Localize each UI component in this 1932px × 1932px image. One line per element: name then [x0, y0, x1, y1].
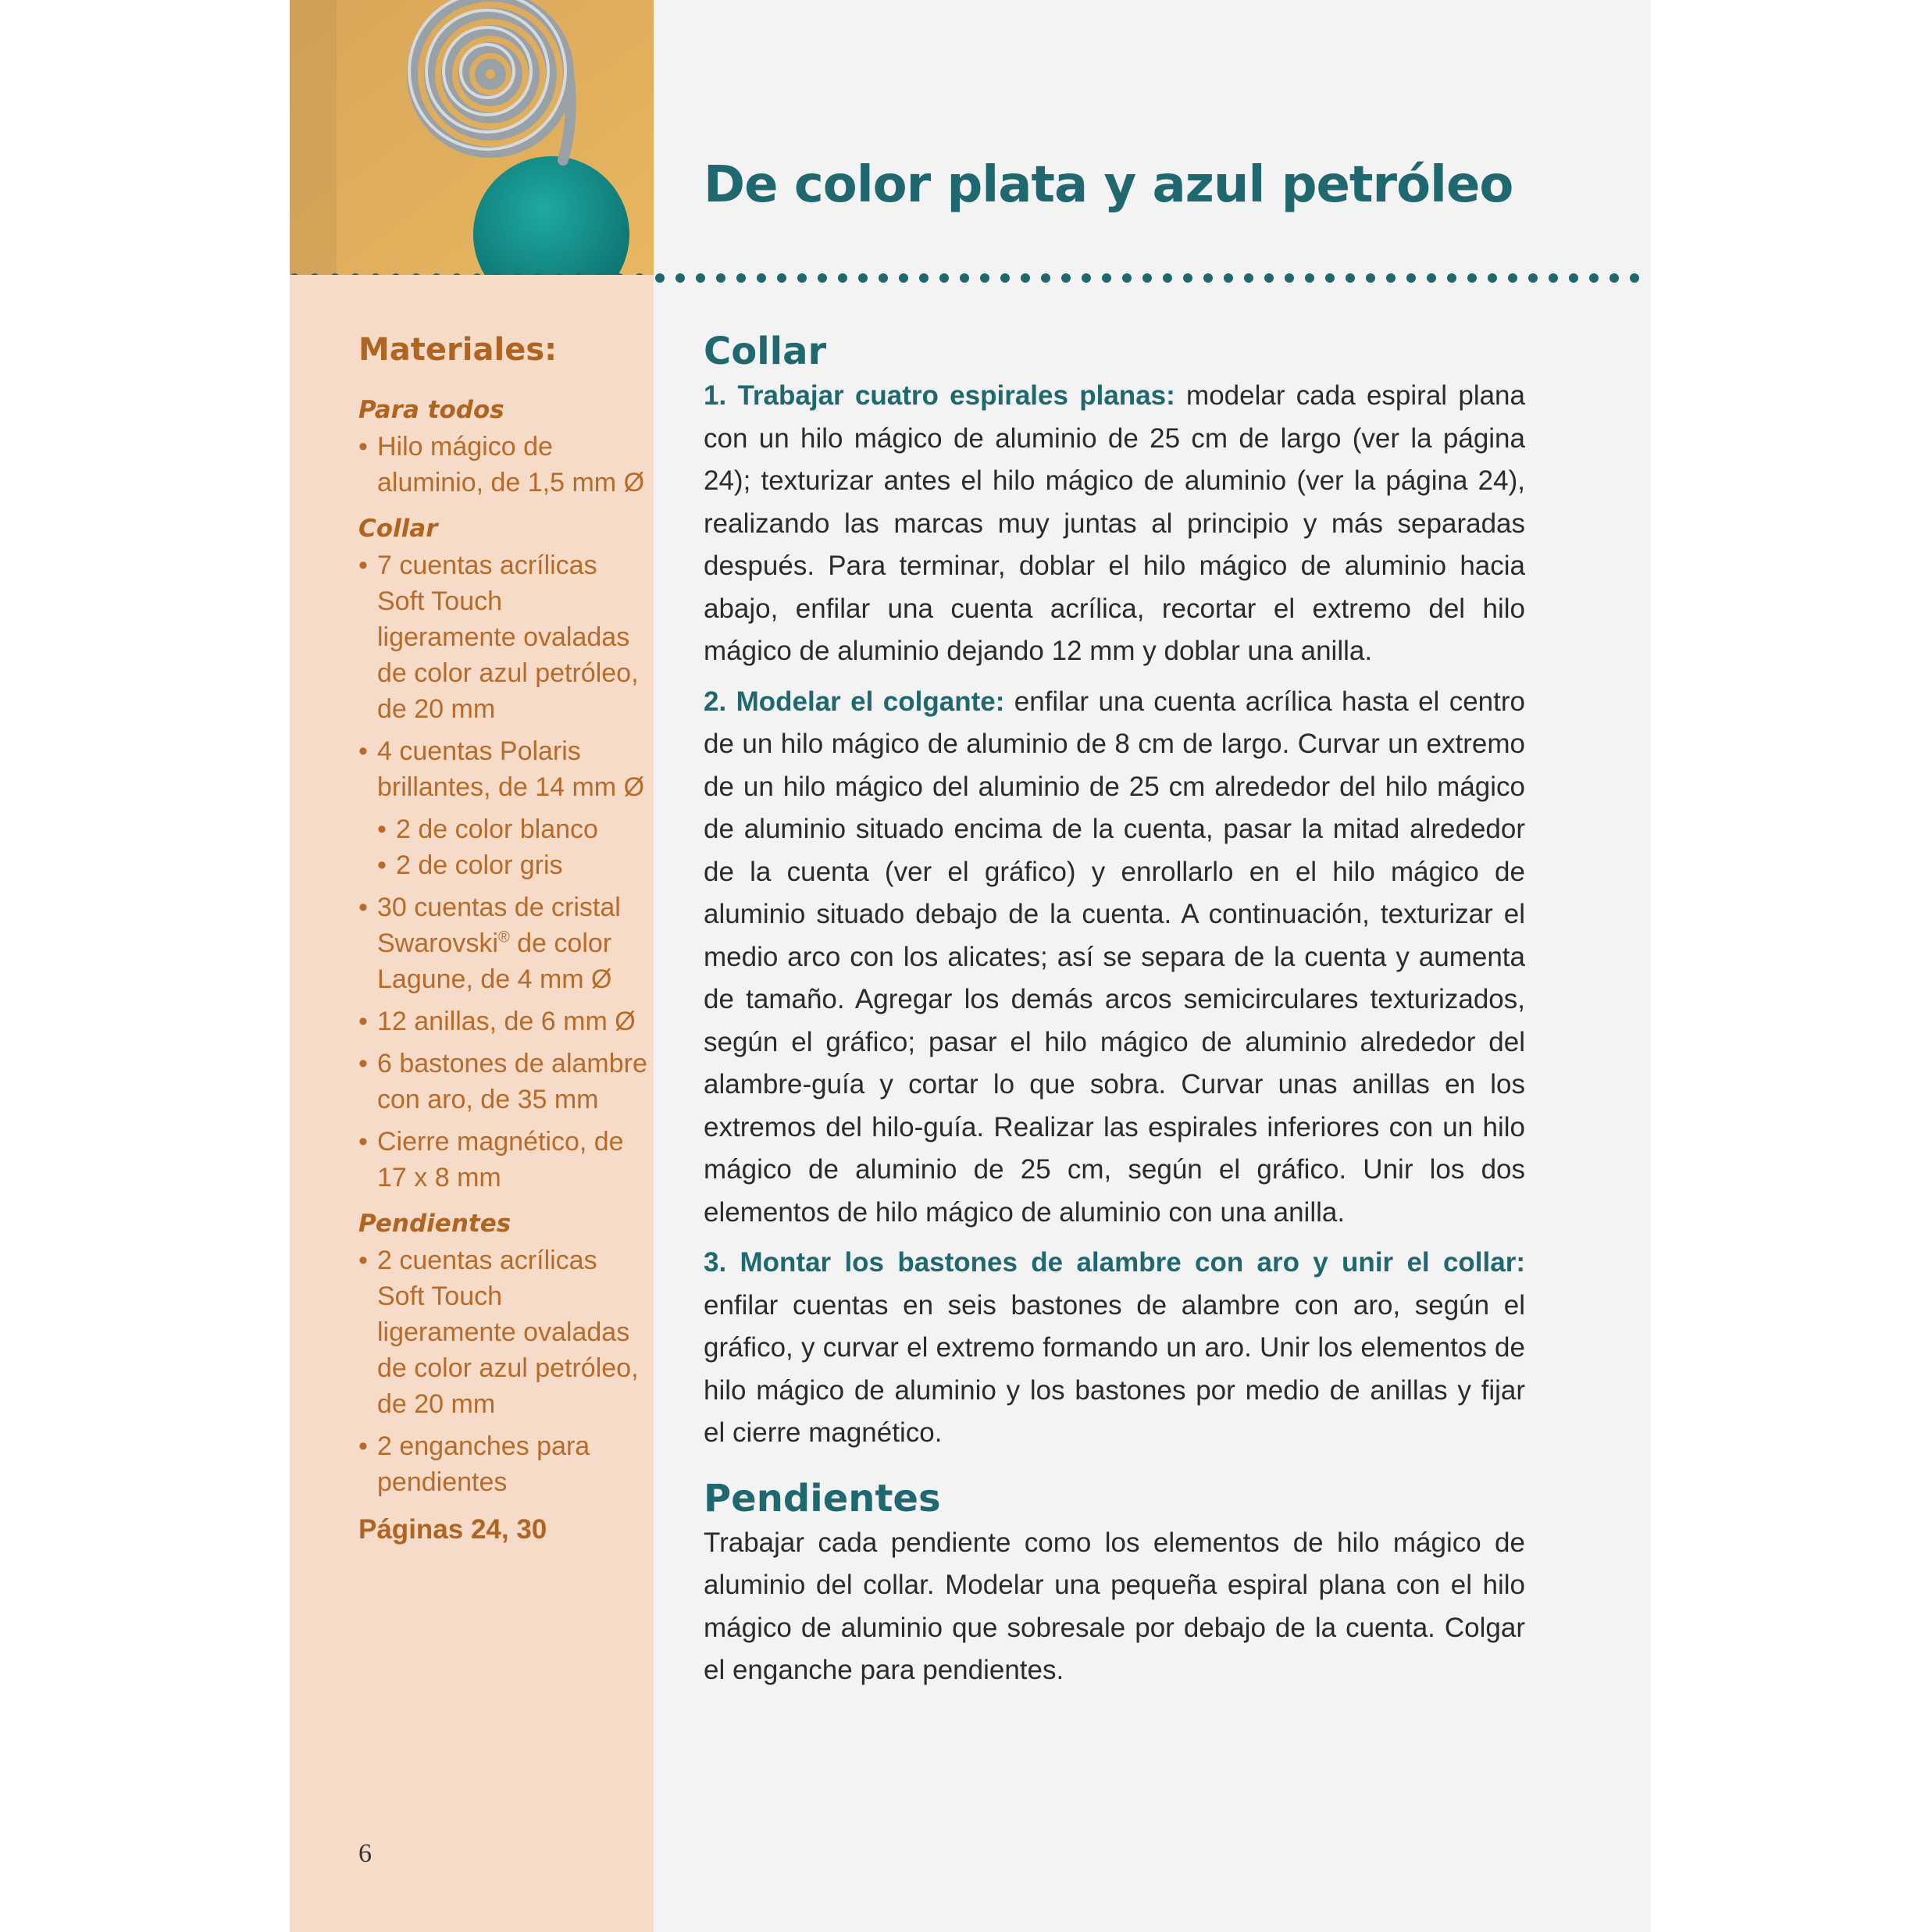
step-heading: 1. Trabajar cuatro espirales planas:	[704, 380, 1175, 411]
instructions	[704, 328, 1525, 1700]
list-subitem: • 2 de color blanco	[358, 811, 647, 847]
group-list-necklace	[358, 547, 647, 1196]
list-item: • 4 cuentas Polaris brillantes, de 14 mm Ø	[358, 733, 647, 805]
header-photo	[290, 0, 654, 275]
list-item: • Hilo mágico de aluminio, de 1,5 mm Ø	[358, 429, 647, 501]
earrings-paragraph: Trabajar cada pendiente como los elementos de hilo mágico de aluminio del collar. Modelar una pequeña espiral plana con el hilo mágico de aluminio que sobresale por debajo de la cuenta. Colgar el enganche para pendientes.	[704, 1527, 1525, 1685]
step-heading: 2. Modelar el colgante:	[704, 686, 1005, 717]
group-list-all	[358, 429, 647, 501]
group-title-all: Para todos	[358, 396, 504, 424]
list-subitem: • 2 de color gris	[358, 847, 647, 883]
pages-reference: Páginas 24, 30	[358, 1514, 547, 1545]
group-list-earrings	[358, 1242, 647, 1500]
step-text: enfilar una cuenta acrílica hasta el centro de un hilo mágico de aluminio de 8 cm de largo. Curvar un extremo de un hilo mágico del aluminio de 25 cm alrededor del hilo mágico de aluminio situado encima de la cuenta, pasar la mitad alrededor de la cuenta (ver el gráfico) y enrollarlo en el hilo mágico de aluminio situado debajo de la cuenta. A continuación, texturizar el medio arco con los alicates; así se separa de la cuenta y aumenta de tamaño. Agregar los demás arcos semicirculares texturizados, según el gráfico; pasar el hilo mágico de aluminio alrededor del alambre-guía y cortar lo que sobra. Curvar unas anillas en los extremos del hilo-guía. Realizar las espirales inferiores con un hilo mágico de aluminio de 25 cm, según el gráfico. Unir los dos elementos de hilo mágico de aluminio con una anilla.	[704, 686, 1525, 1228]
spiral-bead-photo	[290, 0, 654, 275]
section-title-necklace: Collar	[704, 330, 827, 373]
group-title-earrings: Pendientes	[358, 1210, 512, 1238]
page-number: 6	[358, 1839, 372, 1868]
page-title: De color plata y azul petróleo	[704, 156, 1513, 214]
list-item: • 7 cuentas acrílicas Soft Touch ligeramente ovaladas de color azul petróleo, de 20 mm	[358, 547, 647, 727]
page	[290, 0, 1651, 1932]
list-item-text: de color Lagune, de 4 mm Ø	[377, 929, 612, 994]
step-text: modelar cada espiral plana con un hilo mágico de aluminio de 25 cm de largo (ver la página 24); texturizar antes el hilo mágico de aluminio (ver la página 24), realizando las marcas muy juntas al principio y más separadas después. Para terminar, doblar el hilo mágico de aluminio hacia abajo, enfilar una cuenta acrílica, recortar el extremo del hilo mágico de aluminio dejando 12 mm y doblar una anilla.	[704, 380, 1525, 666]
list-item: • 2 cuentas acrílicas Soft Touch ligeramente ovaladas de color azul petróleo, de 20 mm	[358, 1242, 647, 1422]
list-item: • Cierre magnético, de 17 x 8 mm	[358, 1124, 647, 1196]
list-item: • 2 enganches para pendientes	[358, 1428, 647, 1500]
list-item-text: 30 cuentas de cristal Swarovski	[377, 893, 621, 958]
group-title-necklace: Collar	[358, 515, 438, 543]
registered-mark: ®	[497, 929, 510, 946]
step-heading: 3. Montar los bastones de alambre con aro y unir el collar:	[704, 1247, 1525, 1278]
list-item	[358, 889, 647, 997]
step-paragraph	[704, 681, 1525, 1235]
step-paragraph	[704, 1242, 1525, 1455]
step-text: enfilar cuentas en seis bastones de alambre con aro, según el gráfico, y curvar el extremo formando un aro. Unir los elementos de hilo mágico de aluminio y los bastones por medio de anillas y fijar el cierre magnético.	[704, 1289, 1525, 1448]
list-item: • 12 anillas, de 6 mm Ø	[358, 1003, 647, 1039]
materials-heading: Materiales:	[358, 332, 558, 368]
materials-list	[358, 332, 647, 1545]
section-title-earrings: Pendientes	[704, 1476, 941, 1520]
list-item: • 6 bastones de alambre con aro, de 35 mm	[358, 1046, 647, 1117]
step-paragraph	[704, 375, 1525, 673]
